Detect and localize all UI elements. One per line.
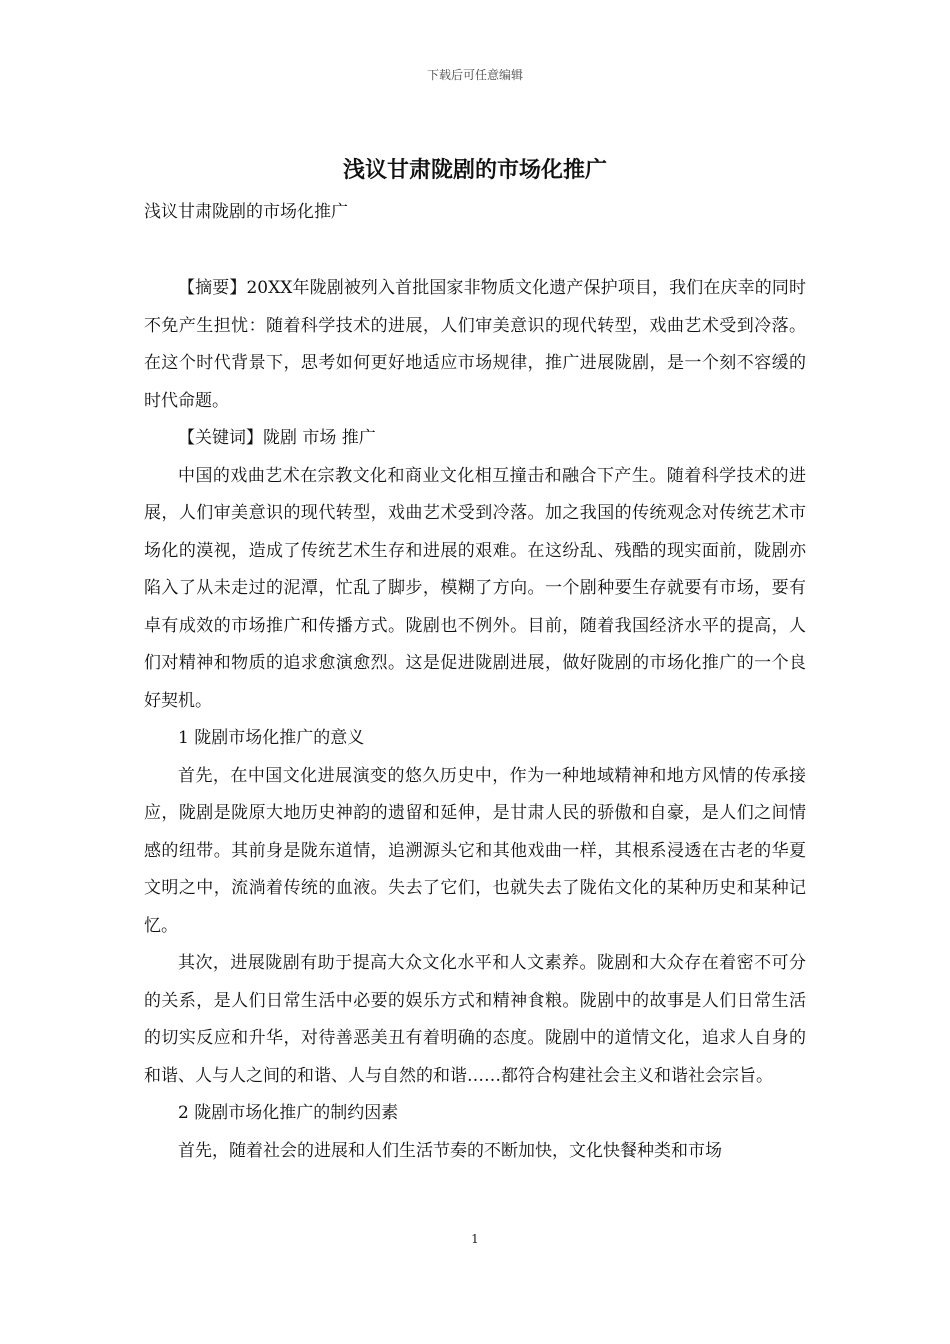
section-heading-1: 1 陇剧市场化推广的意义 <box>178 728 365 748</box>
body-paragraph: 首先，随着社会的进展和人们生活节奏的不断加快，文化快餐种类和市场 <box>178 1140 722 1161</box>
body-paragraph: 其次，进展陇剧有助于提高大众文化水平和人文素养。陇剧和大众存在着密不可分的关系，是人们日常生活中必要的娱乐方式和精神食粮。陇剧中的故事是人们日常生活的切实反应和升华，对待善恶美丑有着明确的态度。陇剧中的道情文化，追求人自身的和谐、人与人之间的和谐、人与自然的和谐……都符合构建社会主义和谐社会宗旨。 <box>144 953 806 1086</box>
keywords-paragraph: 【关键词】陇剧 市场 推广 <box>178 428 376 448</box>
page-number: 1 <box>471 1232 479 1246</box>
document-subtitle: 浅议甘肃陇剧的市场化推广 <box>144 202 348 222</box>
abstract-paragraph: 【摘要】20XX年陇剧被列入首批国家非物质文化遗产保护项目，我们在庆幸的同时不免产生担忧：随着科学技术的进展，人们审美意识的现代转型，戏曲艺术受到冷落。在这个时代背景下，思考如何更好地适应市场规律，推广进展陇剧，是一个刻不容缓的时代命题。 <box>144 278 806 411</box>
intro-paragraph: 中国的戏曲艺术在宗教文化和商业文化相互撞击和融合下产生。随着科学技术的进展，人们审美意识的现代转型，戏曲艺术受到冷落。加之我国的传统观念对传统艺术市场化的漠视，造成了传统艺术生存和进展的艰难。在这纷乱、残酷的现实面前，陇剧亦陷入了从未走过的泥潭，忙乱了脚步，模糊了方向。一个剧种要生存就要有市场，要有卓有成效的市场推广和传播方式。陇剧也不例外。目前，随着我国经济水平的提高，人们对精神和物质的追求愈演愈烈。这是促进陇剧进展，做好陇剧的市场化推广的一个良好契机。 <box>144 465 806 711</box>
document-body <box>144 270 806 1170</box>
section-heading-2: 2 陇剧市场化推广的制约因素 <box>178 1103 399 1123</box>
document-title: 浅议甘肃陇剧的市场化推广 <box>342 157 607 183</box>
body-paragraph: 首先，在中国文化进展演变的悠久历史中，作为一种地域精神和地方风情的传承接应，陇剧是陇原大地历史神韵的遗留和延伸，是甘肃人民的骄傲和自豪，是人们之间情感的纽带。其前身是陇东道情，追溯源头它和其他戏曲一样，其根系浸透在古老的华夏文明之中，流淌着传统的血液。失去了它们，也就失去了陇佑文化的某种历史和某种记忆。 <box>144 765 806 936</box>
page-header-note: 下载后可任意编辑 <box>426 68 523 82</box>
